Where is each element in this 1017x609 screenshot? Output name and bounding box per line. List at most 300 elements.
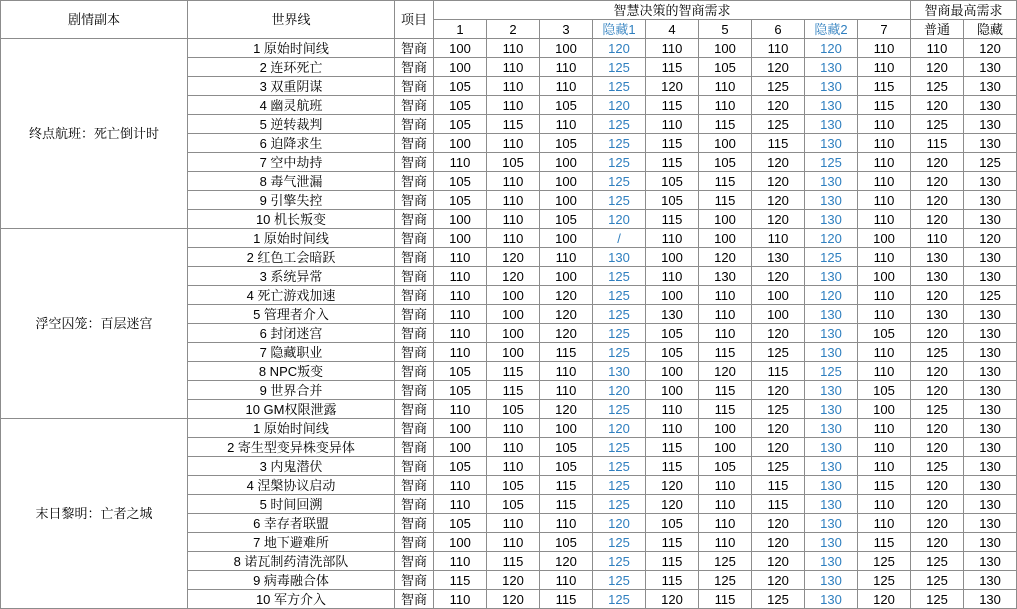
value-cell: 110 (911, 39, 964, 58)
value-cell: 110 (434, 286, 487, 305)
value-cell: 120 (593, 96, 646, 115)
value-cell: 120 (805, 286, 858, 305)
item-cell: 智商 (395, 58, 434, 77)
value-cell: 100 (540, 229, 593, 248)
value-cell: 130 (646, 305, 699, 324)
table-row (1, 419, 1017, 438)
value-cell: 130 (964, 590, 1017, 609)
item-cell: 智商 (395, 381, 434, 400)
value-cell: 115 (646, 210, 699, 229)
world-line-cell: 6 迫降求生 (188, 134, 395, 153)
header-col-hidden-2: 隐藏2 (805, 20, 858, 39)
value-cell: 130 (964, 324, 1017, 343)
world-line-cell: 5 管理者介入 (188, 305, 395, 324)
value-cell: 125 (911, 571, 964, 590)
value-cell: 125 (752, 343, 805, 362)
world-line-cell: 5 逆转裁判 (188, 115, 395, 134)
world-line-cell: 9 世界合并 (188, 381, 395, 400)
value-cell: 130 (964, 400, 1017, 419)
value-cell: 110 (858, 305, 911, 324)
value-cell: 110 (699, 96, 752, 115)
value-cell: 115 (646, 153, 699, 172)
header-col-2: 2 (487, 20, 540, 39)
item-cell: 智商 (395, 362, 434, 381)
value-cell: 120 (540, 552, 593, 571)
value-cell: 100 (540, 267, 593, 286)
value-cell: 110 (646, 39, 699, 58)
value-cell: 125 (911, 457, 964, 476)
header-col-hidden-1: 隐藏1 (593, 20, 646, 39)
value-cell: 110 (646, 115, 699, 134)
value-cell: 120 (964, 229, 1017, 248)
value-cell: 120 (487, 248, 540, 267)
value-cell: 120 (752, 533, 805, 552)
value-cell: 130 (964, 419, 1017, 438)
value-cell: 130 (805, 438, 858, 457)
value-cell: 120 (911, 191, 964, 210)
world-line-cell: 10 机长叛变 (188, 210, 395, 229)
value-cell: 125 (593, 457, 646, 476)
value-cell: 125 (593, 58, 646, 77)
value-cell: 130 (805, 172, 858, 191)
value-cell: 100 (699, 134, 752, 153)
value-cell: 130 (805, 457, 858, 476)
value-cell: 130 (964, 552, 1017, 571)
world-line-cell: 5 时间回溯 (188, 495, 395, 514)
value-cell: 100 (699, 419, 752, 438)
value-cell: 115 (646, 134, 699, 153)
value-cell: 120 (752, 552, 805, 571)
value-cell: 110 (434, 590, 487, 609)
value-cell: 105 (434, 77, 487, 96)
value-cell: 125 (593, 153, 646, 172)
value-cell: 105 (540, 533, 593, 552)
item-cell: 智商 (395, 438, 434, 457)
value-cell: 110 (540, 571, 593, 590)
value-cell: 110 (858, 191, 911, 210)
value-cell: 120 (487, 267, 540, 286)
value-cell: 115 (540, 476, 593, 495)
value-cell: 130 (805, 134, 858, 153)
value-cell: 115 (699, 381, 752, 400)
value-cell: 105 (646, 172, 699, 191)
value-cell: 130 (964, 77, 1017, 96)
value-cell: 100 (699, 39, 752, 58)
value-cell: 110 (540, 248, 593, 267)
value-cell: 105 (699, 153, 752, 172)
value-cell: 115 (858, 476, 911, 495)
value-cell: 110 (699, 514, 752, 533)
value-cell: 120 (487, 590, 540, 609)
value-cell: 130 (805, 514, 858, 533)
value-cell: 115 (540, 343, 593, 362)
value-cell: 125 (752, 457, 805, 476)
value-cell: 130 (805, 552, 858, 571)
item-cell: 智商 (395, 39, 434, 58)
value-cell: 115 (858, 77, 911, 96)
value-cell: 105 (434, 191, 487, 210)
header-col-3: 3 (540, 20, 593, 39)
world-line-cell: 8 NPC叛变 (188, 362, 395, 381)
value-cell: 100 (752, 305, 805, 324)
value-cell: 100 (434, 39, 487, 58)
value-cell: 120 (699, 362, 752, 381)
header-max-group: 智商最高需求 (911, 1, 1017, 20)
value-cell: 120 (752, 267, 805, 286)
value-cell: 120 (805, 229, 858, 248)
item-cell: 智商 (395, 495, 434, 514)
value-cell: 100 (434, 210, 487, 229)
value-cell: 130 (699, 267, 752, 286)
value-cell: 120 (752, 438, 805, 457)
value-cell: 100 (540, 191, 593, 210)
value-cell: 115 (487, 362, 540, 381)
header-row-top (1, 1, 1017, 20)
value-cell: 115 (487, 552, 540, 571)
value-cell: 120 (593, 514, 646, 533)
value-cell: 130 (964, 571, 1017, 590)
world-line-cell: 8 诺瓦制药清洗部队 (188, 552, 395, 571)
value-cell: 130 (964, 495, 1017, 514)
value-cell: 105 (434, 115, 487, 134)
value-cell: 105 (646, 191, 699, 210)
value-cell: 125 (699, 552, 752, 571)
item-cell: 智商 (395, 419, 434, 438)
value-cell: 130 (911, 248, 964, 267)
item-cell: 智商 (395, 153, 434, 172)
world-line-cell: 7 地下避难所 (188, 533, 395, 552)
value-cell: 125 (593, 324, 646, 343)
value-cell: 120 (752, 571, 805, 590)
value-cell: 105 (858, 381, 911, 400)
table-row (1, 229, 1017, 248)
value-cell: 105 (646, 324, 699, 343)
value-cell: 115 (646, 96, 699, 115)
value-cell: 110 (434, 476, 487, 495)
value-cell: 120 (805, 39, 858, 58)
value-cell: 125 (593, 476, 646, 495)
value-cell: 110 (540, 77, 593, 96)
item-cell: 智商 (395, 191, 434, 210)
value-cell: 120 (752, 514, 805, 533)
value-cell: 120 (752, 153, 805, 172)
item-cell: 智商 (395, 77, 434, 96)
world-line-cell: 6 封闭迷宫 (188, 324, 395, 343)
value-cell: 110 (487, 210, 540, 229)
value-cell: 100 (699, 438, 752, 457)
value-cell: 120 (911, 362, 964, 381)
value-cell: 120 (593, 210, 646, 229)
value-cell: 110 (434, 343, 487, 362)
value-cell: 115 (434, 571, 487, 590)
value-cell: 120 (911, 514, 964, 533)
value-cell: 110 (487, 172, 540, 191)
header-item: 项目 (395, 1, 434, 39)
value-cell: 120 (752, 172, 805, 191)
value-cell: 120 (752, 419, 805, 438)
value-cell: 115 (646, 571, 699, 590)
value-cell: 125 (593, 191, 646, 210)
value-cell: 125 (752, 77, 805, 96)
value-cell: 110 (699, 476, 752, 495)
value-cell: 110 (487, 77, 540, 96)
value-cell: 110 (699, 533, 752, 552)
table-row (1, 39, 1017, 58)
value-cell: 105 (434, 381, 487, 400)
world-line-cell: 2 寄生型变异株变异体 (188, 438, 395, 457)
value-cell: 100 (434, 533, 487, 552)
value-cell: 110 (487, 58, 540, 77)
value-cell: 115 (487, 381, 540, 400)
value-cell: 110 (858, 210, 911, 229)
value-cell: 100 (434, 58, 487, 77)
value-cell: 125 (752, 115, 805, 134)
value-cell: 125 (699, 571, 752, 590)
value-cell: 120 (911, 381, 964, 400)
value-cell: 105 (487, 153, 540, 172)
scenario-cell: 浮空囚笼：百层迷宫 (1, 229, 188, 419)
value-cell: 130 (593, 362, 646, 381)
value-cell: 115 (699, 115, 752, 134)
value-cell: 130 (964, 248, 1017, 267)
item-cell: 智商 (395, 533, 434, 552)
value-cell: 125 (593, 305, 646, 324)
value-cell: 130 (964, 267, 1017, 286)
world-line-cell: 1 原始时间线 (188, 39, 395, 58)
value-cell: 130 (964, 533, 1017, 552)
value-cell: 125 (911, 400, 964, 419)
value-cell: 110 (540, 58, 593, 77)
value-cell: 110 (646, 419, 699, 438)
value-cell: 115 (752, 495, 805, 514)
value-cell: 100 (540, 39, 593, 58)
value-cell: 110 (858, 343, 911, 362)
value-cell: 100 (752, 286, 805, 305)
value-cell: 130 (964, 343, 1017, 362)
world-line-cell: 2 连环死亡 (188, 58, 395, 77)
value-cell: 130 (964, 134, 1017, 153)
value-cell: 130 (805, 495, 858, 514)
value-cell: 130 (805, 77, 858, 96)
item-cell: 智商 (395, 115, 434, 134)
header-col-7: 7 (858, 20, 911, 39)
value-cell: 100 (646, 286, 699, 305)
value-cell: 120 (752, 191, 805, 210)
value-cell: 125 (593, 400, 646, 419)
value-cell: 120 (858, 590, 911, 609)
value-cell: 130 (805, 191, 858, 210)
value-cell: 115 (646, 457, 699, 476)
value-cell: 120 (752, 96, 805, 115)
value-cell: 105 (540, 134, 593, 153)
value-cell: 130 (911, 267, 964, 286)
header-col-1: 1 (434, 20, 487, 39)
value-cell: 110 (858, 362, 911, 381)
value-cell: 110 (858, 172, 911, 191)
item-cell: 智商 (395, 571, 434, 590)
value-cell: 115 (646, 552, 699, 571)
value-cell: 120 (752, 324, 805, 343)
value-cell: 110 (487, 191, 540, 210)
value-cell: 100 (434, 438, 487, 457)
value-cell: 110 (646, 267, 699, 286)
value-cell: 130 (805, 305, 858, 324)
value-cell: 120 (752, 381, 805, 400)
value-cell: 100 (540, 419, 593, 438)
item-cell: 智商 (395, 457, 434, 476)
value-cell: 125 (805, 362, 858, 381)
value-cell: 105 (699, 58, 752, 77)
value-cell: 120 (964, 39, 1017, 58)
value-cell: 125 (964, 153, 1017, 172)
value-cell: 115 (699, 400, 752, 419)
item-cell: 智商 (395, 286, 434, 305)
item-cell: 智商 (395, 476, 434, 495)
value-cell: 125 (752, 400, 805, 419)
value-cell: 125 (593, 286, 646, 305)
value-cell: 105 (434, 514, 487, 533)
value-cell: 130 (805, 324, 858, 343)
value-cell: 110 (858, 134, 911, 153)
value-cell: 110 (911, 229, 964, 248)
value-cell: 115 (699, 343, 752, 362)
value-cell: 125 (911, 343, 964, 362)
value-cell: 110 (540, 381, 593, 400)
value-cell: 110 (487, 39, 540, 58)
value-cell: 125 (593, 343, 646, 362)
header-scenario: 剧情副本 (1, 1, 188, 39)
value-cell: 110 (699, 324, 752, 343)
value-cell: 115 (699, 590, 752, 609)
value-cell: 120 (911, 324, 964, 343)
world-line-cell: 3 内鬼潜伏 (188, 457, 395, 476)
world-line-cell: 4 涅槃协议启动 (188, 476, 395, 495)
item-cell: 智商 (395, 267, 434, 286)
item-cell: 智商 (395, 172, 434, 191)
value-cell: 125 (593, 172, 646, 191)
value-cell: 130 (964, 96, 1017, 115)
value-cell: 115 (699, 191, 752, 210)
value-cell: 125 (805, 153, 858, 172)
value-cell: 110 (487, 419, 540, 438)
value-cell: 120 (911, 438, 964, 457)
value-cell: 130 (964, 210, 1017, 229)
world-line-cell: 3 双重阴谋 (188, 77, 395, 96)
value-cell: 120 (911, 533, 964, 552)
value-cell: 125 (593, 134, 646, 153)
value-cell: 130 (805, 115, 858, 134)
value-cell: 120 (646, 590, 699, 609)
header-decision-group: 智慧决策的智商需求 (434, 1, 911, 20)
value-cell: 125 (593, 571, 646, 590)
item-cell: 智商 (395, 134, 434, 153)
world-line-cell: 3 系统异常 (188, 267, 395, 286)
value-cell: 100 (699, 229, 752, 248)
value-cell: 110 (752, 39, 805, 58)
value-cell: 130 (964, 191, 1017, 210)
value-cell: 120 (540, 400, 593, 419)
value-cell: 130 (964, 58, 1017, 77)
value-cell: 130 (805, 571, 858, 590)
item-cell: 智商 (395, 552, 434, 571)
value-cell: 105 (699, 457, 752, 476)
value-cell: 130 (805, 96, 858, 115)
value-cell: 110 (752, 229, 805, 248)
value-cell: 100 (540, 153, 593, 172)
world-line-cell: 2 红色工会暗跃 (188, 248, 395, 267)
value-cell: 110 (487, 96, 540, 115)
header-max-normal: 普通 (911, 20, 964, 39)
value-cell: 120 (911, 153, 964, 172)
value-cell: 110 (487, 533, 540, 552)
value-cell: 130 (805, 419, 858, 438)
value-cell: 120 (752, 58, 805, 77)
value-cell: 120 (911, 476, 964, 495)
value-cell: 105 (646, 514, 699, 533)
value-cell: 120 (911, 210, 964, 229)
header-max-hidden: 隐藏 (964, 20, 1017, 39)
world-line-cell: 6 幸存者联盟 (188, 514, 395, 533)
item-cell: 智商 (395, 229, 434, 248)
value-cell: 110 (646, 400, 699, 419)
header-col-4: 4 (646, 20, 699, 39)
value-cell: 130 (964, 438, 1017, 457)
value-cell: 110 (487, 514, 540, 533)
value-cell: 110 (487, 457, 540, 476)
value-cell: 115 (858, 96, 911, 115)
header-world-line: 世界线 (188, 1, 395, 39)
value-cell: 100 (434, 134, 487, 153)
value-cell: 130 (805, 343, 858, 362)
value-cell: 110 (540, 115, 593, 134)
value-cell: 110 (434, 153, 487, 172)
value-cell: 105 (434, 172, 487, 191)
value-cell: 100 (858, 267, 911, 286)
world-line-cell: 9 病毒融合体 (188, 571, 395, 590)
item-cell: 智商 (395, 248, 434, 267)
value-cell: 105 (434, 362, 487, 381)
value-cell: 130 (805, 58, 858, 77)
table-body (1, 39, 1017, 609)
world-line-cell: 7 空中劫持 (188, 153, 395, 172)
item-cell: 智商 (395, 343, 434, 362)
value-cell: / (593, 229, 646, 248)
value-cell: 110 (858, 419, 911, 438)
value-cell: 130 (964, 514, 1017, 533)
item-cell: 智商 (395, 514, 434, 533)
value-cell: 100 (487, 286, 540, 305)
value-cell: 130 (805, 533, 858, 552)
value-cell: 110 (434, 324, 487, 343)
world-line-cell: 7 隐藏职业 (188, 343, 395, 362)
value-cell: 115 (752, 476, 805, 495)
value-cell: 130 (964, 172, 1017, 191)
value-cell: 110 (487, 134, 540, 153)
value-cell: 120 (646, 476, 699, 495)
value-cell: 110 (858, 457, 911, 476)
item-cell: 智商 (395, 305, 434, 324)
value-cell: 110 (858, 58, 911, 77)
value-cell: 125 (593, 267, 646, 286)
value-cell: 125 (911, 115, 964, 134)
value-cell: 100 (487, 343, 540, 362)
value-cell: 105 (434, 96, 487, 115)
value-cell: 120 (911, 495, 964, 514)
value-cell: 120 (593, 381, 646, 400)
value-cell: 110 (540, 514, 593, 533)
value-cell: 125 (593, 590, 646, 609)
value-cell: 105 (540, 96, 593, 115)
